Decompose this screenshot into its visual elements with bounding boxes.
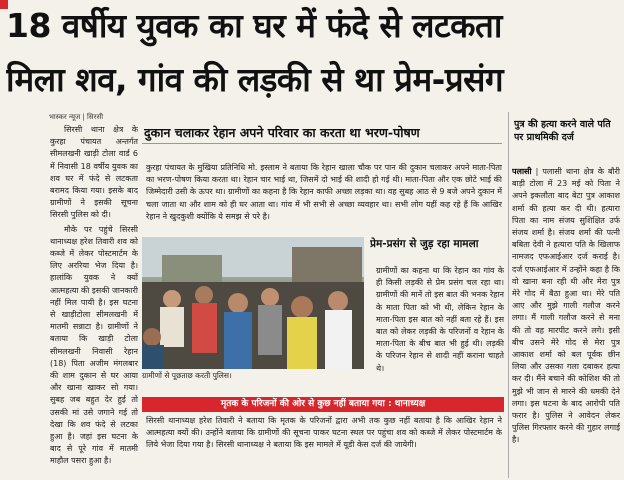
main-story-paragraph: मौके पर पहुंचे सिरसी थानाध्यक्ष हरेश तिवारी शव को कब्जे में लेकर पोस्टमार्टम के लिए अररिया भेज दिया है। हालांकि युवक ने क्यों आत्महत्या की इसकी जानकारी नहीं मिल पायी है। इस घटना से खाड़ीटोला सीमलखनी में मातमी सन्नाटा है। ग्रामीणों ने बताया कि खाड़ी टोला सीमलखनी निवासी रेहान (18) पिता अजीम मंगलबार की शाम दुकान से घर आया और खाना खाकर सो गया। सुबह जब बहुत देर हुई तो उसकी मां उसे जगाने गई तो देखा कि शव फंदे से लटका हुआ है। जहां इस घटना के बाद से पूरे गांव में मातमी माहौल पसरा हुआ है। (50, 224, 138, 466)
byline: भास्कर न्यूज | सिरसी (49, 113, 104, 121)
right-story-text (512, 166, 620, 478)
side-story-heading: प्रेम-प्रसंग से जुड़ रहा मामला (370, 238, 479, 250)
column-divider (508, 112, 509, 478)
side-story-text: ग्रामीणों का कहना था कि रेहान का गांव के ही किसी लड़की से प्रेम प्रसंग चल रहा था। ग्रामीणों की मानें तो इस बात की भनक रेहान के माता पिता को भी थी, लेकिन रेहान के माता-पिता इस बात को नहीं बता रहे हैं। इस बात को लेकर लड़की के परिजनों व रेहान के माता-पिता के बीच बात भी हुई थी। लड़की के परिजन रेहान से शादी नहीं कराना चाहते थे। (376, 266, 504, 373)
middle-story-heading: दुकान चलाकर रेहान अपने परिवार का करता था भरण-पोषण (144, 125, 420, 140)
headline-line-1: 18 वर्षीय युवक का घर में फंदे से लटकता (6, 6, 502, 45)
photo-caption: ग्रामीणों से पूछताछ करती पुलिस। (142, 371, 232, 380)
news-photo (142, 237, 364, 369)
crowd-illustration (142, 237, 364, 369)
main-story-paragraph: सिरसी थाना क्षेत्र के कुरहा पंचायत अन्तर्गत सीमलखनी खाड़ी टोला वार्ड 6 में निवासी 18 वर्षीय युवक का शव घर में फंदे से लटकता बरामद किया गया। इसके बाद ग्रामीणों ने इसकी सूचना सिरसी पुलिस को दी। (50, 125, 138, 220)
right-story-dateline: पलासी (512, 167, 532, 176)
quote-banner: मृतक के परिजनों की ओर से कुछ नहीं बताया गया : थानाध्यक्ष (142, 397, 504, 412)
bottom-story-text: सिरसी थानाध्यक्ष हरेश तिवारी ने बताया कि मृतक के परिजनों द्वारा अभी तक कुछ नहीं बताया है कि आखिर रेहान ने आत्महत्या क्यों की। उन्होंने बताया कि ग्रामीणों की सूचना पाकर घटना स्थल पर पहुंचा शव को कब्जे में लेकर पोस्टमार्टम के लिये भेजा दिया गया है। सिरसी थानाध्यक्ष ने बताया कि इस मामले में यूडी केस दर्ज की जायेगी। (146, 416, 502, 450)
heading-divider (142, 143, 502, 144)
main-story-column (50, 124, 138, 476)
right-story-body: | पलासी थाना क्षेत्र के बौरी बाड़ी टोला में 23 मई को पिता ने अपने इकलौता बाद बेटा पुत्र आकाश शर्मा की हत्या कर दी थी। हत्यारा पिता का नाम संजय सुशिक्षित उर्फ संजय शर्मा है। संजय शर्मा की पत्नी बबिता देवी ने हत्यारा पति के खिलाफ नामजद एफआईआर दर्ज कराई है। दर्ज एफआईआर में उन्होंने कहा है कि वो खाना बना रही थी और मेरा पुत्र मेरे गोद में बैठा हुआ था। मेरे पति आए और मुझे गाली गलौज करने लगा। मैं गाली गलौज करने से मना की तो वह मारपीट करने लगे। इसी बीच उसने मेरे गोद से मेरा पुत्र आकाश शर्मा को बल पूर्वक छीन लिया और उसका गला दबाकर हत्या कर दी। मैंने बचाने की कोशिश की तो मुझे भी जान से मारने की धमकी देने लगा। इस घटना के बाद आरोपी पति फरार है। पुलिस ने आवेदन लेकर पुलिस गिरफ्तार करने की गुहार लगाई है। (512, 167, 620, 445)
right-story-heading: पुत्र की हत्या करने वाले पति पर प्राथमिकी दर्ज (514, 119, 611, 143)
middle-story-text: कुरहा पंचायत के मुखिया प्रतिनिधि मो. इस्लाम ने बताया कि रेहान खाला चौक पर पान की दुकान चलाकर अपने माता-पिता का भरण-पोषण किया करता था। रेहान चार भाई था, जिसमें दो भाई की शादी हो गई थी। माता-पिता और एक छोटे भाई की जिम्मेदारी उसी के ऊपर था। ग्रामीणों का कहना है कि रेहान काफी अच्छा लड़का था। वह सुबह आठ से 9 बजे अपने दुकान में चला जाता था और शाम को ही घर आता था। गांव में भी सभी से अच्छा व्यवहार था। सभी लोग यहीं कह रहे हैं कि आखिर रेहान ने खुदकुशी क्योंकि ये समझ से परे है। (146, 163, 502, 221)
headline-line-2: मिला शव, गांव की लड़की से था प्रेम-प्रसंग (6, 60, 504, 99)
